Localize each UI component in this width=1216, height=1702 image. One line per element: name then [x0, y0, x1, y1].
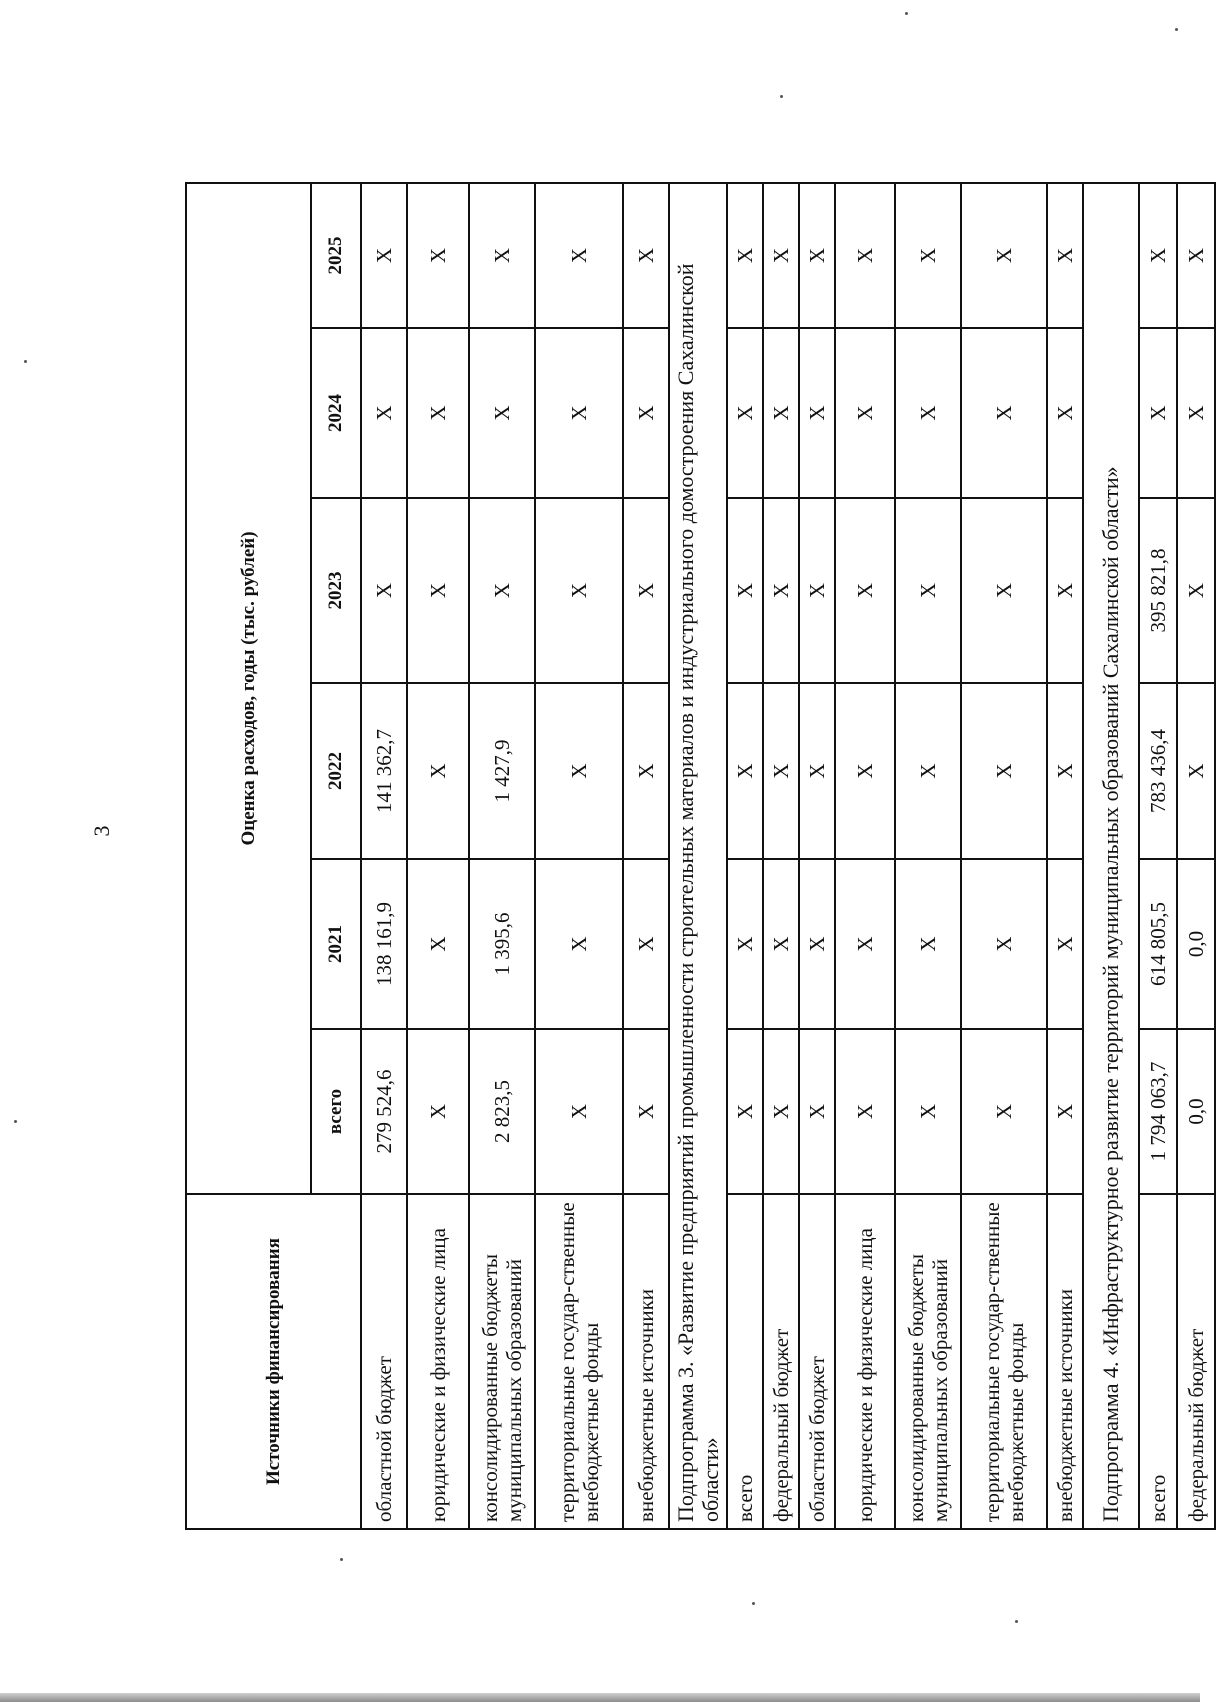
subprogram-3-row: [669, 183, 727, 1529]
cell-value: X: [763, 1029, 799, 1194]
cell-value: X: [535, 859, 623, 1029]
cell-value: 614 805,5: [1139, 859, 1177, 1029]
cell-value: X: [361, 183, 407, 328]
header-col-total: всего: [311, 1029, 361, 1194]
header-col-2022: 2022: [311, 683, 361, 859]
cell-value: X: [623, 183, 669, 328]
row-label: всего: [1139, 1194, 1177, 1529]
cell-value: X: [535, 328, 623, 498]
cell-value: X: [727, 183, 763, 328]
cell-value: X: [727, 1029, 763, 1194]
cell-value: X: [623, 859, 669, 1029]
cell-value: 2 823,5: [469, 1029, 535, 1194]
cell-value: X: [623, 328, 669, 498]
row-label: консолидированные бюджеты муниципальных образований: [469, 1194, 535, 1529]
cell-value: X: [407, 683, 469, 859]
table-row: [1177, 183, 1215, 1529]
cell-value: X: [799, 328, 835, 498]
table-row: [895, 183, 961, 1529]
cell-value: X: [535, 498, 623, 683]
cell-value: X: [1047, 683, 1083, 859]
cell-value: X: [799, 683, 835, 859]
scan-bottom-edge: [0, 1693, 1200, 1702]
row-label: федеральный бюджет: [1177, 1194, 1215, 1529]
cell-value: X: [1047, 183, 1083, 328]
cell-value: 0,0: [1177, 859, 1215, 1029]
cell-value: X: [835, 1029, 895, 1194]
cell-value: X: [835, 683, 895, 859]
cell-value: 0,0: [1177, 1029, 1215, 1194]
cell-value: X: [835, 183, 895, 328]
header-estimate: Оценка расходов, годы (тыс. рублей): [186, 183, 311, 1194]
header-col-2024: 2024: [311, 328, 361, 498]
header-source: Источники финансирования: [186, 1194, 361, 1529]
cell-value: X: [469, 498, 535, 683]
subprogram-4-title: Подпрограмма 4. «Инфраструктурное развитие территорий муниципальных образований Сахалинской области»: [1083, 183, 1139, 1529]
cell-value: X: [961, 859, 1047, 1029]
cell-value: X: [469, 183, 535, 328]
cell-value: X: [835, 859, 895, 1029]
cell-value: X: [895, 183, 961, 328]
cell-value: X: [623, 498, 669, 683]
row-label: внебюджетные источники: [623, 1194, 669, 1529]
rotated-table-wrapper: [185, 184, 1208, 1530]
page-number: 3: [89, 825, 114, 837]
cell-value: X: [727, 498, 763, 683]
row-label: всего: [727, 1194, 763, 1529]
header-col-2021: 2021: [311, 859, 361, 1029]
row-label: областной бюджет: [799, 1194, 835, 1529]
cell-value: X: [535, 183, 623, 328]
header-col-2023: 2023: [311, 498, 361, 683]
cell-value: X: [407, 183, 469, 328]
subprogram-3-title: Подпрограмма 3. «Развитие предприятий промышленности строительных материалов и индустриального домостроения Сахалинской области»: [669, 183, 727, 1529]
table-row: [407, 183, 469, 1529]
cell-value: X: [1177, 328, 1215, 498]
cell-value: X: [1047, 859, 1083, 1029]
cell-value: X: [799, 859, 835, 1029]
row-label: территориальные государ-ственные внебюджетные фонды: [961, 1194, 1047, 1529]
table-row: [961, 183, 1047, 1529]
cell-value: 783 436,4: [1139, 683, 1177, 859]
row-label: консолидированные бюджеты муниципальных образований: [895, 1194, 961, 1529]
cell-value: X: [407, 1029, 469, 1194]
table-row: [361, 183, 407, 1529]
cell-value: X: [727, 859, 763, 1029]
cell-value: X: [469, 328, 535, 498]
cell-value: 279 524,6: [361, 1029, 407, 1194]
row-label: областной бюджет: [361, 1194, 407, 1529]
cell-value: 395 821,8: [1139, 498, 1177, 683]
row-label: территориальные государ-ственные внебюджетные фонды: [535, 1194, 623, 1529]
cell-value: X: [361, 328, 407, 498]
row-label: юридические и физические лица: [835, 1194, 895, 1529]
cell-value: 138 161,9: [361, 859, 407, 1029]
cell-value: X: [623, 683, 669, 859]
row-label: федеральный бюджет: [763, 1194, 799, 1529]
cell-value: X: [895, 859, 961, 1029]
cell-value: X: [727, 328, 763, 498]
table-row: [1139, 183, 1177, 1529]
cell-value: 1 427,9: [469, 683, 535, 859]
cell-value: X: [799, 183, 835, 328]
cell-value: X: [799, 498, 835, 683]
subprogram-4-row: [1083, 183, 1139, 1529]
cell-value: X: [1047, 328, 1083, 498]
cell-value: X: [835, 498, 895, 683]
cell-value: 1 794 063,7: [1139, 1029, 1177, 1194]
cell-value: X: [961, 328, 1047, 498]
table-row: [1047, 183, 1083, 1529]
table-row: [623, 183, 669, 1529]
cell-value: X: [623, 1029, 669, 1194]
cell-value: X: [1177, 183, 1215, 328]
cell-value: X: [895, 498, 961, 683]
cell-value: X: [407, 328, 469, 498]
table-row: [799, 183, 835, 1529]
cell-value: X: [835, 328, 895, 498]
cell-value: X: [763, 328, 799, 498]
cell-value: 1 395,6: [469, 859, 535, 1029]
cell-value: X: [407, 498, 469, 683]
cell-value: X: [895, 328, 961, 498]
cell-value: X: [1047, 1029, 1083, 1194]
financing-table: [185, 182, 1216, 1530]
cell-value: X: [361, 498, 407, 683]
cell-value: X: [961, 683, 1047, 859]
cell-value: X: [961, 183, 1047, 328]
cell-value: X: [1047, 498, 1083, 683]
table-row: [535, 183, 623, 1529]
row-label: внебюджетные источники: [1047, 1194, 1083, 1529]
cell-value: X: [895, 683, 961, 859]
cell-value: X: [1177, 498, 1215, 683]
cell-value: X: [895, 1029, 961, 1194]
row-label: юридические и физические лица: [407, 1194, 469, 1529]
cell-value: X: [763, 859, 799, 1029]
cell-value: X: [407, 859, 469, 1029]
cell-value: X: [1139, 328, 1177, 498]
cell-value: X: [763, 498, 799, 683]
table-row: [835, 183, 895, 1529]
table-row: [727, 183, 763, 1529]
cell-value: X: [535, 683, 623, 859]
cell-value: X: [763, 183, 799, 328]
cell-value: X: [1177, 683, 1215, 859]
cell-value: X: [799, 1029, 835, 1194]
cell-value: X: [727, 683, 763, 859]
table-row: [763, 183, 799, 1529]
cell-value: 141 362,7: [361, 683, 407, 859]
table-row: [469, 183, 535, 1529]
cell-value: X: [763, 683, 799, 859]
header-col-2025: 2025: [311, 183, 361, 328]
cell-value: X: [535, 1029, 623, 1194]
cell-value: X: [961, 1029, 1047, 1194]
cell-value: X: [961, 498, 1047, 683]
cell-value: X: [1139, 183, 1177, 328]
